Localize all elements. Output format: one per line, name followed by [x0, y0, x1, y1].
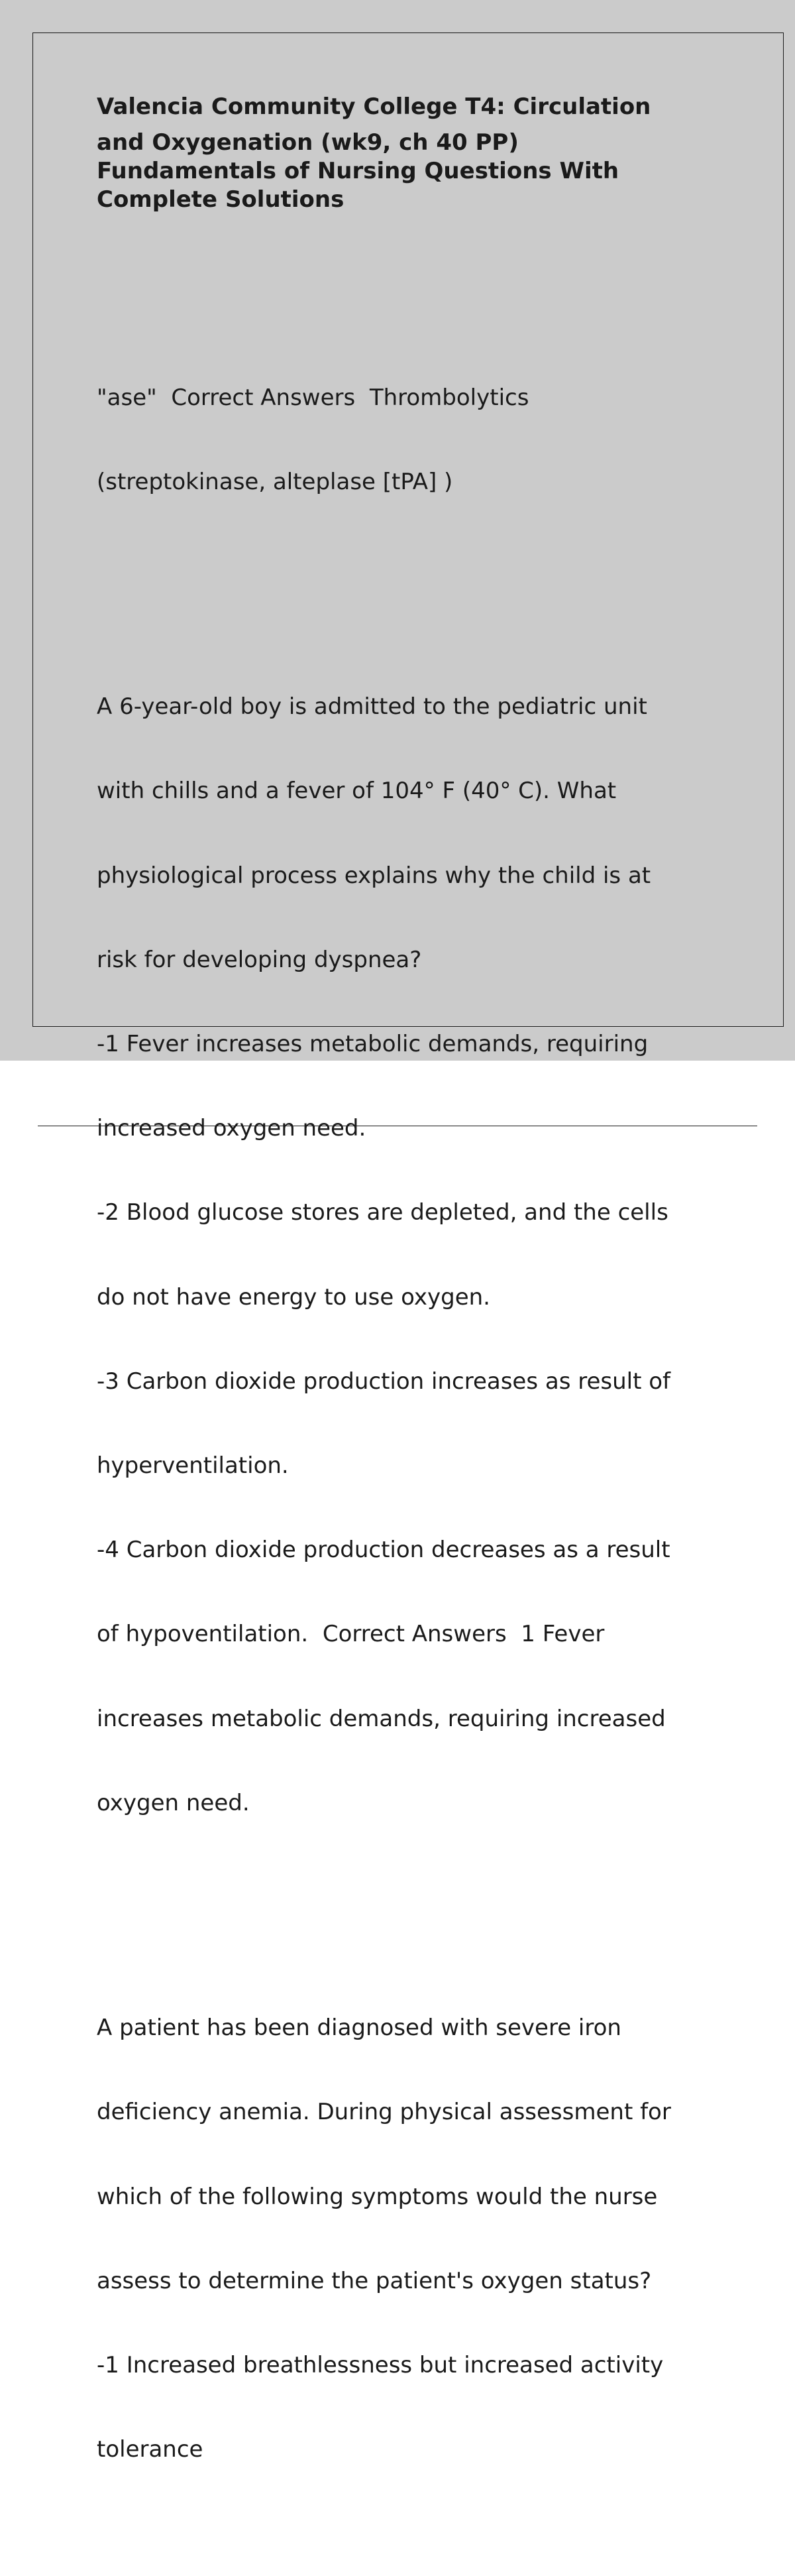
text-line: physiological process explains why the child is at [97, 862, 651, 889]
text-line: A 6-year-old boy is admitted to the pediatric unit [97, 693, 647, 721]
title-line: Valencia Community College T4: Circulation [97, 93, 651, 120]
text-line: which of the following symptoms would the nurse [97, 2183, 658, 2210]
text-line: of hypoventilation. Correct Answers 1 Fever [97, 1621, 605, 1648]
text-line: A patient has been diagnosed with severe iron [97, 2015, 621, 2042]
text-line: tolerance [97, 2436, 203, 2463]
text-line: hyperventilation. [97, 1452, 289, 1480]
answer-paragraph [97, 327, 733, 552]
text-line: deficiency anemia. During physical assessment for [97, 2099, 671, 2126]
text-line: (streptokinase, alteplase [tPA] ) [97, 468, 453, 495]
text-line: -2 Blood glucose stores are depleted, and the cells [97, 1199, 668, 1226]
title-line: Fundamentals of Nursing Questions With [97, 158, 619, 184]
text-line: "ase" Correct Answers Thrombolytics [97, 384, 529, 411]
text-line: -1 Increased breathlessness but increased activity [97, 2352, 664, 2379]
title-line: Complete Solutions [97, 186, 344, 213]
text-line: -1 Fever increases metabolic demands, requiring [97, 1030, 649, 1057]
text-line: -4 Carbon dioxide production decreases as a result [97, 1537, 670, 1564]
text-line: do not have energy to use oxygen. [97, 1283, 490, 1311]
text-line: risk for developing dyspnea? [97, 946, 422, 973]
text-line: -3 Carbon dioxide production increases as result of [97, 1368, 670, 1395]
text-line: oxygen need. [97, 1789, 250, 1816]
document-body [97, 271, 733, 2576]
question-paragraph [97, 1958, 733, 2520]
question-paragraph [97, 636, 733, 1873]
text-line: assess to determine the patient's oxygen status? [97, 2267, 652, 2294]
document-title [97, 93, 733, 214]
text-line: increases metabolic demands, requiring increased [97, 1705, 666, 1732]
text-line: with chills and a fever of 104° F (40° C). What [97, 778, 617, 805]
text-line: increased oxygen need. [97, 1115, 366, 1142]
document-content [97, 93, 733, 2576]
title-line: and Oxygenation (wk9, ch 40 PP) [97, 129, 519, 156]
